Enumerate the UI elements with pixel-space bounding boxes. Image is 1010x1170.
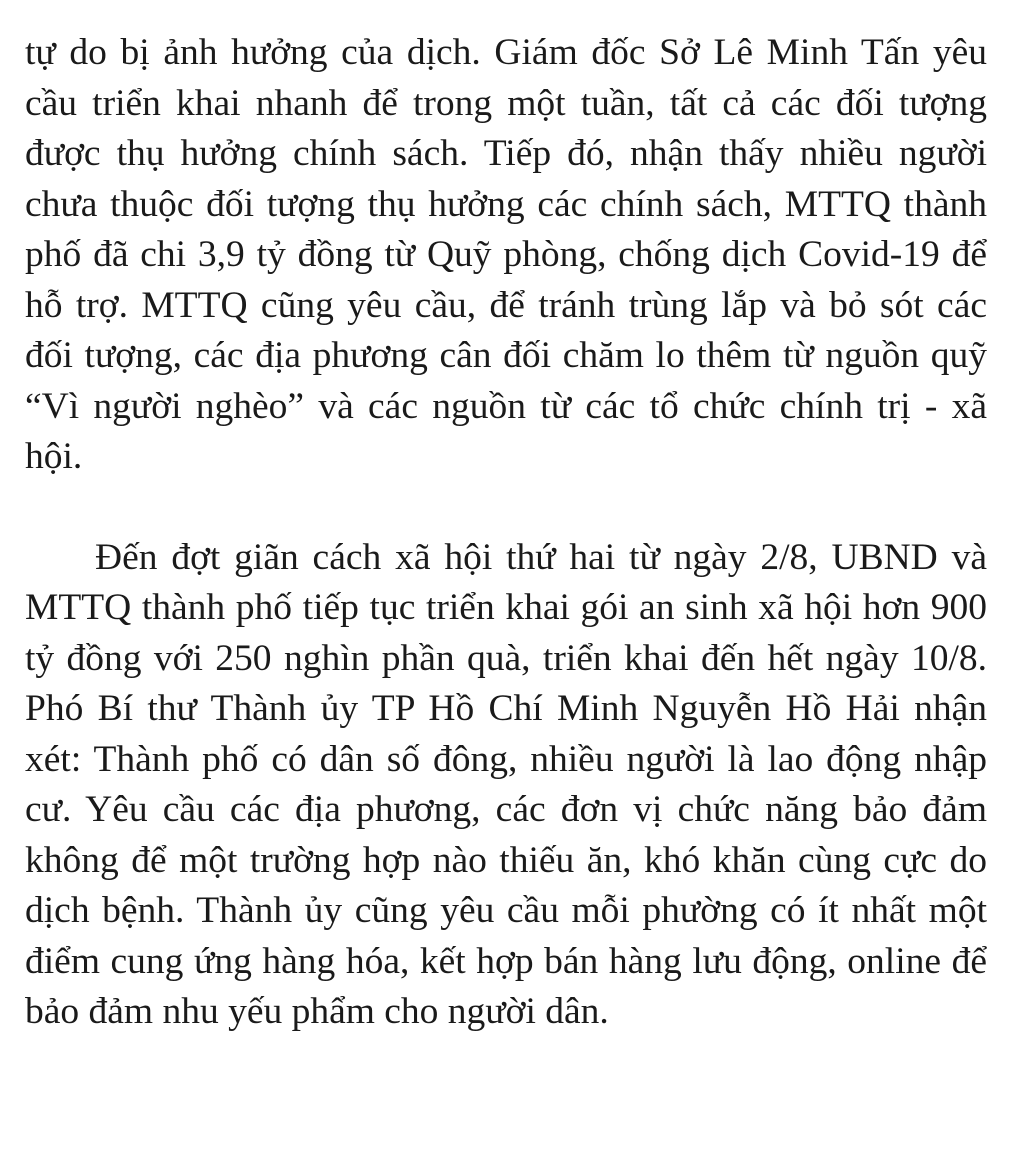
document-page [25, 28, 987, 1038]
paragraph-second-distancing: Đến đợt giãn cách xã hội thứ hai từ ngày 2/8, UBND và MTTQ thành phố tiếp tục triển khai gói an sinh xã hội hơn 900 tỷ đồng với 250 nghìn phần quà, triển khai đến hết ngày 10/8. Phó Bí thư Thành ủy TP Hồ Chí Minh Nguyễn Hồ Hải nhận xét: Thành phố có dân số đông, nhiều người là lao động nhập cư. Yêu cầu các địa phương, các đơn vị chức năng bảo đảm không để một trường hợp nào thiếu ăn, khó khăn cùng cực do dịch bệnh. Thành ủy cũng yêu cầu mỗi phường có ít nhất một điểm cung ứng hàng hóa, kết hợp bán hàng lưu động, online để bảo đảm nhu yếu phẩm cho người dân. [25, 536, 987, 1032]
paragraph-support-policy: tự do bị ảnh hưởng của dịch. Giám đốc Sở Lê Minh Tấn yêu cầu triển khai nhanh để trong một tuần, tất cả các đối tượng được thụ hưởng chính sách. Tiếp đó, nhận thấy nhiều người chưa thuộc đối tượng thụ hưởng các chính sách, MTTQ thành phố đã chi 3,9 tỷ đồng từ Quỹ phòng, chống dịch Covid-19 để hỗ trợ. MTTQ cũng yêu cầu, để tránh trùng lắp và bỏ sót các đối tượng, các địa phương cân đối chăm lo thêm từ nguồn quỹ “Vì người nghèo” và các nguồn từ các tổ chức chính trị - xã hội. [25, 32, 987, 477]
